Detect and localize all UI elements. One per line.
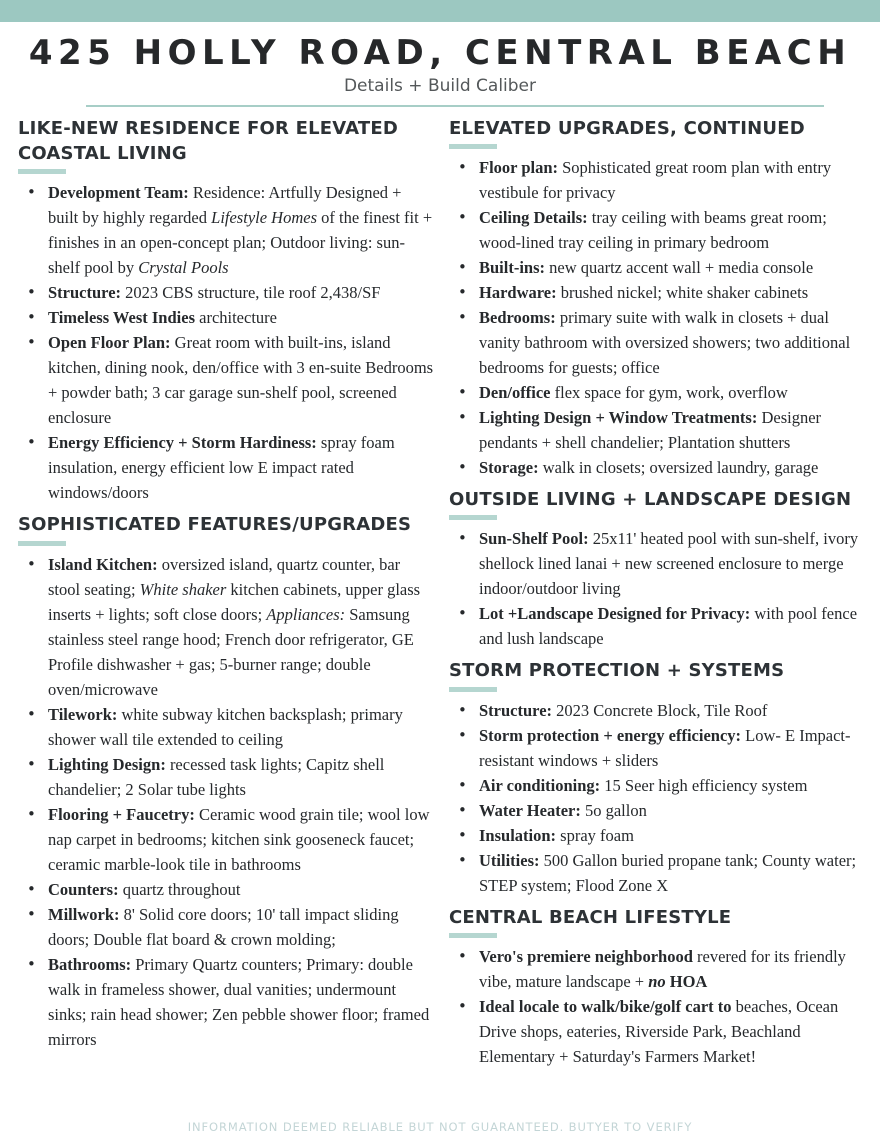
feature-text-segment: Samsung stainless steel range hood; French door refrigerator, GE Profile dishwasher + gas; 5-burner range; double oven/microwave [48, 604, 414, 699]
feature-text-segment: Lighting Design: [48, 754, 166, 774]
feature-text-segment: Flooring + Faucetry: [48, 804, 195, 824]
feature-list [18, 552, 435, 1052]
feature-text-segment: beaches, Ocean Drive shops, eateries, Riverside Park, Beachland Elementary + Saturday's Farmers Market! [479, 996, 839, 1066]
feature-item [457, 994, 866, 1069]
feature-item [26, 330, 435, 430]
feature-item [457, 823, 866, 848]
feature-text-segment: Storage: [479, 458, 539, 478]
feature-list [18, 180, 435, 505]
feature-item [26, 952, 435, 1052]
feature-text-segment: Ceramic wood grain tile; wool low nap carpet in bedrooms; kitchen sink gooseneck faucet; ceramic marble-look tile in bathrooms [48, 804, 430, 874]
feature-text-segment: Water Heater: [479, 800, 581, 820]
feature-list [449, 526, 866, 651]
feature-text-segment: Crystal Pools [138, 258, 229, 278]
feature-item [457, 601, 866, 651]
feature-item [26, 180, 435, 280]
feature-item [457, 773, 866, 798]
feature-text-segment: white subway kitchen backsplash; primary shower wall tile extended to ceiling [48, 704, 403, 749]
feature-item [457, 944, 866, 994]
feature-text-segment: Low- E Impact-resistant windows + sliders [479, 725, 851, 770]
feature-text-segment: Utilities: [479, 850, 540, 870]
feature-text-segment: Ceiling Details: [479, 208, 588, 228]
feature-text-segment: Built-ins: [479, 258, 546, 278]
feature-text-segment: tray ceiling with beams great room; wood-lined tray ceiling in primary bedroom [479, 208, 827, 253]
feature-section [449, 905, 866, 1069]
feature-item [457, 405, 866, 455]
heading-accent-bar [449, 687, 497, 692]
feature-text-segment: Residence: Artfully Designed + built by highly regarded [48, 183, 402, 228]
feature-text-segment: brushed nickel; white shaker cabinets [556, 283, 809, 303]
feature-section [449, 487, 866, 651]
feature-text-segment: Air conditioning: [479, 775, 601, 795]
heading-accent-bar [449, 933, 497, 938]
feature-text-segment: spray foam [556, 825, 634, 845]
feature-text-segment: walk in closets; oversized laundry, garage [538, 458, 819, 478]
feature-text-segment: 8' Solid core doors; 10' tall impact sliding doors; Double flat board & crown molding; [48, 904, 399, 949]
feature-item [457, 205, 866, 255]
feature-item [457, 698, 866, 723]
feature-text-segment: Lifestyle Homes [211, 208, 317, 228]
top-color-band [0, 0, 880, 22]
feature-text-segment: Bedrooms: [479, 308, 556, 328]
feature-item [457, 526, 866, 601]
feature-text-segment: quartz throughout [118, 879, 241, 899]
feature-text-segment: Designer pendants + shell chandelier; Plantation shutters [479, 408, 822, 453]
feature-text-segment: Open Floor Plan: [48, 333, 171, 353]
feature-text-segment: Island Kitchen: [48, 554, 158, 574]
feature-text-segment: Lot +Landscape Designed for Privacy: [479, 604, 751, 624]
feature-item [26, 702, 435, 752]
disclaimer-text: INFORMATION DEEMED RELIABLE BUT NOT GUARANTEED. BUTYER TO VERIFY [187, 1120, 693, 1134]
feature-item [26, 752, 435, 802]
heading-accent-bar [449, 144, 497, 149]
feature-text-segment: Floor plan: [479, 158, 558, 178]
feature-section [18, 116, 435, 505]
left-column [18, 109, 435, 1055]
section-heading: OUTSIDE LIVING + LANDSCAPE DESIGN [449, 489, 852, 511]
heading-accent-bar [449, 515, 497, 520]
feature-text-segment: 2023 Concrete Block, Tile Roof [552, 700, 768, 720]
feature-item [26, 280, 435, 305]
feature-item [26, 305, 435, 330]
feature-text-segment: Millwork: [48, 904, 120, 924]
feature-list [449, 698, 866, 898]
feature-text-segment: Storm protection + energy efficiency: [479, 725, 742, 745]
feature-text-segment: architecture [195, 308, 277, 328]
feature-item [457, 380, 866, 405]
content-columns [0, 107, 880, 1072]
feature-text-segment: Tilework: [48, 704, 118, 724]
feature-text-segment: Structure: [48, 283, 122, 303]
feature-text-segment: Appliances: [266, 604, 346, 624]
feature-text-segment: 25x11' heated pool with sun-shelf, ivory shellock lined lanai + new screened enclosure to merge indoor/outdoor living [479, 529, 859, 599]
feature-item [457, 305, 866, 380]
feature-section [449, 658, 866, 897]
feature-text-segment: Primary Quartz counters; Primary: double walk in frameless shower, dual vanities; undermount sinks; rain head shower; Zen pebble shower floor; framed mirrors [48, 954, 430, 1049]
feature-item [457, 848, 866, 898]
feature-item [457, 155, 866, 205]
feature-text-segment: with pool fence and lush landscape [479, 604, 858, 649]
section-heading: CENTRAL BEACH LIFESTYLE [449, 906, 732, 928]
feature-item [26, 877, 435, 902]
section-heading: SOPHISTICATED FEATURES/UPGRADES [18, 514, 412, 536]
feature-text-segment: flex space for gym, work, overflow [550, 383, 788, 403]
feature-text-segment: Hardware: [479, 283, 557, 303]
feature-item [457, 723, 866, 773]
feature-text-segment: 15 Seer high efficiency system [600, 775, 808, 795]
feature-text-segment: Insulation: [479, 825, 557, 845]
feature-item [26, 552, 435, 702]
feature-text-segment: Energy Efficiency + Storm Hardiness: [48, 433, 317, 453]
section-heading: STORM PROTECTION + SYSTEMS [449, 660, 785, 682]
feature-text-segment: Ideal locale to walk/bike/golf cart to [479, 996, 732, 1016]
page-subtitle: Details + Build Caliber [343, 76, 537, 96]
feature-text-segment: spray foam insulation, energy efficient low E impact rated windows/doors [48, 433, 395, 503]
feature-text-segment: Great room with built-ins, island kitchen, dining nook, den/office with 3 en-suite Bedrooms + powder bath; 3 car garage sun-shelf pool, screened enclosure [48, 333, 434, 428]
feature-text-segment: Counters: [48, 879, 119, 899]
section-heading: LIKE-NEW RESIDENCE FOR ELEVATED COASTAL LIVING [18, 118, 398, 165]
feature-item [457, 455, 866, 480]
feature-text-segment: Sophisticated great room plan with entry vestibule for privacy [479, 158, 832, 203]
feature-text-segment: White shaker [139, 579, 227, 599]
feature-section [18, 512, 435, 1051]
feature-text-segment: 2023 CBS structure, tile roof 2,438/SF [121, 283, 381, 303]
feature-text-segment: Den/office [479, 383, 551, 403]
feature-text-segment: 500 Gallon buried propane tank; County water; STEP system; Flood Zone X [479, 850, 857, 895]
feature-text-segment: oversized island, quartz counter, bar stool seating; [48, 554, 401, 599]
feature-text-segment: Lighting Design + Window Treatments: [479, 408, 758, 428]
feature-item [26, 430, 435, 505]
feature-text-segment: of the finest fit + finishes in an open-concept plan; Outdoor living: sun-shelf pool by [48, 208, 433, 278]
feature-section [449, 116, 866, 480]
feature-list [449, 944, 866, 1069]
feature-text-segment: new quartz accent wall + media console [545, 258, 814, 278]
feature-text-segment: Structure: [479, 700, 553, 720]
feature-text-segment: Sun-Shelf Pool: [479, 529, 589, 549]
feature-item [26, 902, 435, 952]
feature-item [457, 255, 866, 280]
feature-item [26, 802, 435, 877]
feature-text-segment: Vero's premiere neighborhood [479, 946, 693, 966]
heading-accent-bar [18, 169, 66, 174]
feature-text-segment: HOA [665, 971, 708, 991]
feature-item [457, 798, 866, 823]
feature-list [449, 155, 866, 480]
right-column [449, 109, 866, 1072]
feature-text-segment: 5o gallon [580, 800, 647, 820]
feature-text-segment: primary suite with walk in closets + dual vanity bathroom with oversized showers; two additional bedrooms for guests; office [479, 308, 851, 378]
feature-text-segment: Timeless West Indies [48, 308, 195, 328]
feature-text-segment: recessed task lights; Capitz shell chandelier; 2 Solar tube lights [48, 754, 385, 799]
feature-item [457, 280, 866, 305]
feature-text-segment: Development Team: [48, 183, 189, 203]
feature-text-segment: kitchen cabinets, upper glass inserts + lights; soft close doors; [48, 579, 421, 624]
feature-text-segment: Bathrooms: [48, 954, 132, 974]
heading-accent-bar [18, 541, 66, 546]
feature-text-segment: no [648, 971, 666, 991]
section-heading: ELEVATED UPGRADES, CONTINUED [449, 118, 805, 139]
page-title: 425 HOLLY ROAD, CENTRAL BEACH [28, 33, 852, 73]
feature-text-segment: revered for its friendly vibe, mature landscape + [479, 946, 846, 991]
